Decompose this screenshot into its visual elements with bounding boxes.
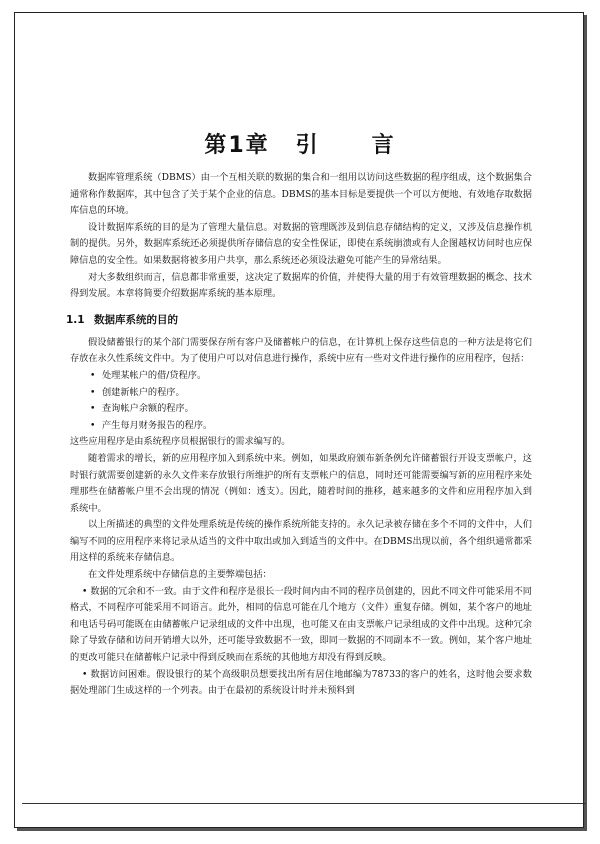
bottom-rule xyxy=(22,803,586,804)
intro-paragraph-1: 数据库管理系统（DBMS）由一个互相关联的数据的集合和一组用以访问这些数据的程序组成，这个数据集合通常称作数据库，其中包含了关于某个企业的信息。DBMS的基本目标是要提供一个可以方便地、有效地存取数据库信息的环境。 xyxy=(70,172,532,217)
list-item: • 创建新帐户的程序。 xyxy=(90,386,185,398)
paragraph-growth: 随着需求的增长，新的应用程序加入到系统中来。例如，如果政府颁布新条例允许储蓄银行开设支票帐户，这时银行就需要创建新的永久文件来存放银行所维护的所有支票帐户的信息，同时还可能需要编写新的应用程序来处理那些在储蓄帐户里不会出现的情况（例如：透支）。因此，随着时间的推移，越来越多的文件和应用程序加入到系统中。 xyxy=(70,452,532,514)
paragraph-drawbacks-intro: 在文件处理系统中存储信息的主要弊端包括： xyxy=(88,569,272,581)
chapter-title-part2: 言 xyxy=(371,133,396,158)
section-paragraph-1: 假设储蓄银行的某个部门需要保存所有客户及储蓄帐户的信息，在计算机上保存这些信息的一种方法是将它们存放在永久性系统文件中。为了使用户可以对信息进行操作，系统中应有一些对文件进行操作的应用程序，包括： xyxy=(70,336,532,365)
paragraph-access-difficulty: • 数据访问困难。假设银行的某个高级职员想要找出所有居住地邮编为78733的客户的姓名，这时他会要求数据处理部门生成这样的一个列表。由于在最初的系统设计时并未预料到 xyxy=(70,668,532,697)
list-item-text: 查询帐户余额的程序。 xyxy=(102,403,194,415)
body-text xyxy=(66,170,532,700)
list-item-text: 产生每月财务报告的程序。 xyxy=(102,419,213,431)
chapter-label: 第1章 xyxy=(204,133,270,158)
list-item-text: 创建新帐户的程序。 xyxy=(102,386,185,398)
intro-paragraph-2: 设计数据库系统的目的是为了管理大量信息。对数据的管理既涉及到信息存储结构的定义，又涉及信息操作机制的提供。另外，数据库系统还必须提供所存储信息的安全性保证，即使在系统崩溃或有人企图越权访问时也应保障信息的安全性。如果数据将被多用户共享，那么系统还必须设法避免可能产生的异常结果。 xyxy=(70,221,532,266)
list-item: • 产生每月财务报告的程序。 xyxy=(90,419,213,431)
list-item-text: 处理某帐户的借/贷程序。 xyxy=(102,369,207,381)
section-number: 1.1 xyxy=(66,313,85,326)
chapter-title-part1: 引 xyxy=(295,133,320,158)
list-item: • 处理某帐户的借/贷程序。 xyxy=(90,369,207,381)
intro-paragraph-3: 对大多数组织而言，信息都非常重要，这决定了数据库的价值，并使得大量的用于有效管理数据的概念、技术得到发展。本章将简要介绍数据库系统的基本原理。 xyxy=(70,271,532,300)
chapter-title xyxy=(0,128,600,159)
paragraph-file-system: 以上所描述的典型的文件处理系统是传统的操作系统所能支持的。永久记录被存储在多个不同的文件中，人们编写不同的应用程序来将记录从适当的文件中取出或加入到适当的文件中。在DBMS出现以前，各个组织通常都采用这样的系统来存储信息。 xyxy=(70,519,532,564)
list-item: • 查询帐户余额的程序。 xyxy=(90,403,194,415)
paragraph-redundancy: • 数据的冗余和不一致。由于文件和程序是很长一段时间内由不同的程序员创建的，因此不同文件可能采用不同格式，不同程序可能采用不同语言。此外，相同的信息可能在几个地方（文件）重复存储。例如，某个客户的地址和电话号码可能既在由储蓄帐户记录组成的文件中出现，也可能又在由支票帐户记录组成的文件中出现。这种冗余除了导致存储和访问开销增大以外，还可能导致数据不一致，即同一数据的不同副本不一致。例如，某个客户地址的更改可能只在储蓄帐户记录中得到反映而在系统的其他地方却没有得到反映。 xyxy=(70,585,532,664)
after-bullets-paragraph: 这些应用程序是由系统程序员根据银行的需求编写的。 xyxy=(70,436,291,448)
section-heading xyxy=(66,312,532,328)
section-title: 数据库系统的目的 xyxy=(94,313,178,326)
bullet-list xyxy=(70,368,532,434)
